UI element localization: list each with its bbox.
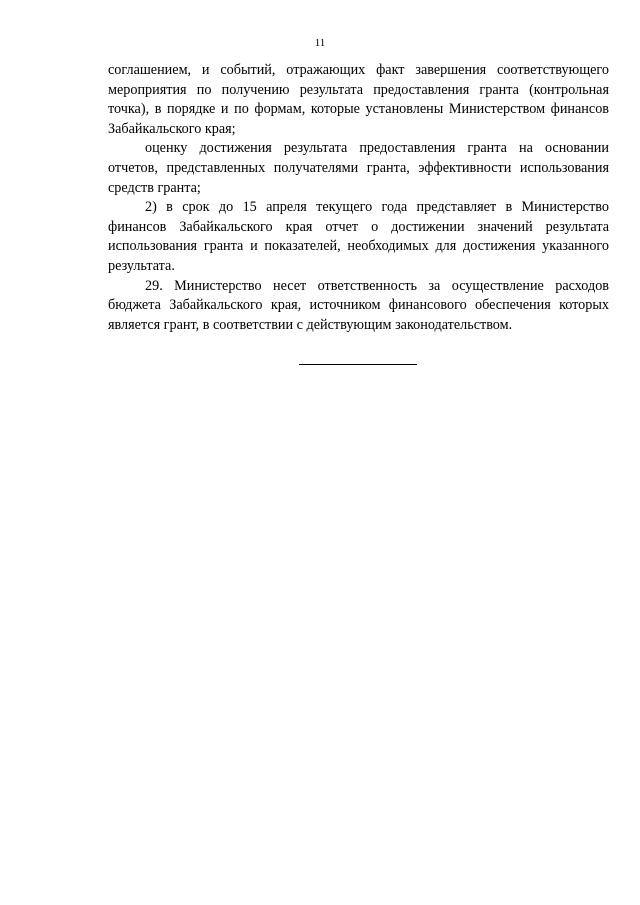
paragraph-assessment: оценку достижения результата предоставления гранта на основании отчетов, представленных получателями гранта, эффективности использования средств гранта; (108, 140, 609, 196)
page-number: 11 (314, 37, 326, 49)
paragraph-ministry-responsibility: 29. Министерство несет ответственность за осуществление расходов бюджета Забайкальского края, источником финансового обеспечения которых является грант, в соответствии с действующим законодательством. (108, 277, 609, 333)
paragraph-report-deadline: 2) в срок до 15 апреля текущего года представляет в Министерство финансов Забайкальского края отчет о достижении значений результата использования гранта и показателей, необходимых для достижения указанного результата. (108, 199, 609, 274)
paragraph-continuation: соглашением, и событий, отражающих факт завершения соответствующего мероприятия по получению результата предоставления гранта (контрольная точка), в порядке и по формам, которые установлены Министерством финансов Забайкальского края; (108, 62, 609, 137)
end-separator-line (299, 364, 417, 365)
document-body (108, 61, 609, 335)
